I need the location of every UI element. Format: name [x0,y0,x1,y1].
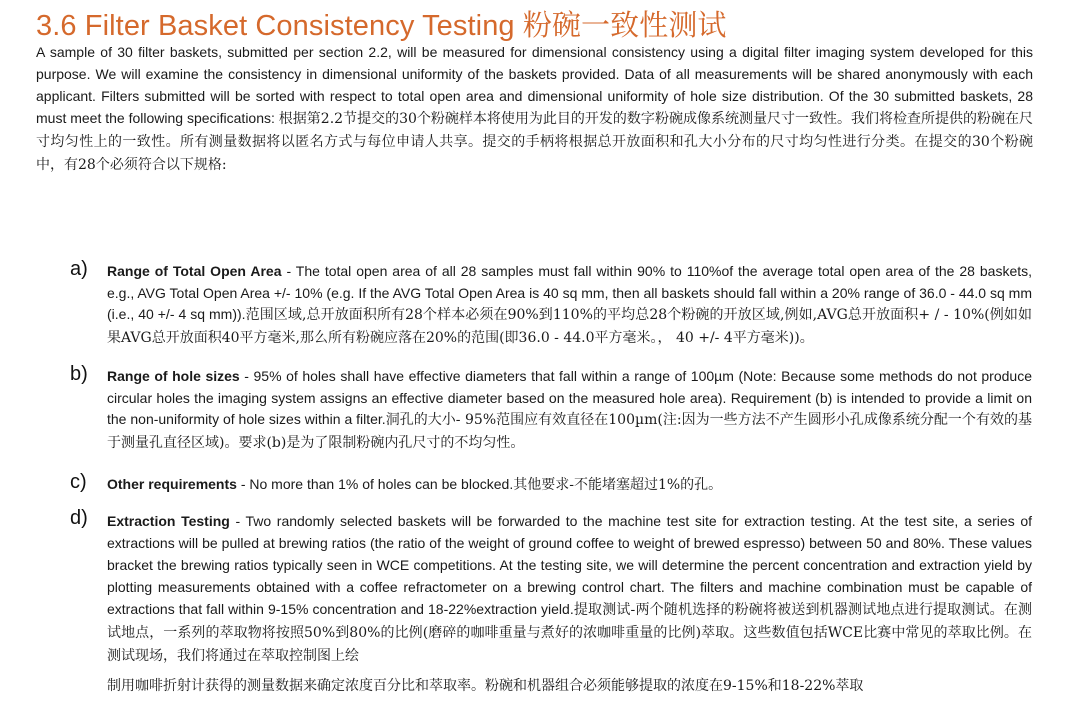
requirement-heading: Other requirements [107,476,237,492]
requirement-english: - Two randomly selected baskets will be forwarded to the machine test site for extraction testing. At the test site, a series of extractions will be pulled at brewing ratios (the ratio of the weight of ground coffee to weight of brewed espresso) between 50 and 80%. These values bracket the brewing ratios typically seen in WCE competitions. At the testing site, we will determine the percent concentration and extraction yield by plotting measurements obtained with a coffee refractometer on a brewing control chart. The filters and machine combination must be capable of extractions that fall within 9-15% concentration and 18-22%extraction yield. [107,513,1032,617]
requirement-marker: d) [70,507,88,529]
requirement-marker: c) [70,471,87,493]
requirement-text [107,510,1032,697]
requirement-marker: b) [70,363,88,385]
requirement-chinese: 范围区域,总开放面积所有28个样本必须在90%到110%的平均总28个粉碗的开放区域,例如,AVG总开放面积+ / - 10%(例如如果AVG总开放面积40平方毫米,那么所有粉碗应落在20%的范围(即36.0 - 44.0平方毫米。， 40 +/- 4平方毫米))。 [107,307,1032,346]
requirement-heading: Extraction Testing [107,513,230,529]
requirement-english: - The total open area of all 28 samples must fall within 90% to 110%of the average total open area of the 28 baskets, e.g., AVG Total Open Area +/- 10% (e.g. If the AVG Total Open Area is 40 sq mm, then all baskets should fall within a 20% range of 36.0 - 44.0 sq mm (i.e., 40 +/- 4 sq mm)). [107,263,1033,322]
requirement-chinese: 其他要求-不能堵塞超过1%的孔。 [513,477,723,493]
requirement-text [107,366,1032,454]
requirement-heading: Range of Total Open Area [107,263,282,279]
requirement-text [107,261,1032,349]
requirement-marker: a) [70,258,88,280]
requirement-heading: Range of hole sizes [107,368,240,384]
intro-paragraph [36,41,1033,176]
requirement-chinese: 提取测试-两个随机选择的粉碗将被送到机器测试地点进行提取测试。在测试地点，一系列的萃取物将按照50%到80%的比例(磨碎的咖啡重量与煮好的浓咖啡重量的比例)萃取。这些数值包括WCE比赛中常见的萃取比例。在测试现场，我们将通过在萃取控制图上绘 [107,602,1032,664]
intro-english: A sample of 30 filter baskets, submitted per section 2.2, will be measured for dimensional consistency using a digital filter imaging system developed for this purpose. We will examine the consistency in dimensional uniformity of the baskets provided. Data of all measurements will be shared anonymously with each applicant. Filters submitted will be sorted with respect to total open area and dimensional uniformity of hole size distribution. Of the 30 submitted baskets, 28 must meet the following specifications: [36,44,1033,126]
requirement-text [107,474,1032,497]
requirement-english: - 95% of holes shall have effective diameters that fall within a range of 100µm (Note: Because some methods do not produce circular holes the imaging system assigns an effective diameter based on the measured hole area). Requirement (b) is intended to provide a limit on the non-uniformity of hole sizes within a filter. [107,368,1032,427]
intro-chinese: 根据第2.2节提交的30个粉碗样本将使用为此目的开发的数字粉碗成像系统测量尺寸一致性。我们将检查所提供的粉碗在尺寸均匀性上的一致性。所有测量数据将以匿名方式与每位申请人共享。提交的手柄将根据总开放面积和孔大小分布的尺寸均匀性进行分类。在提交的30个粉碗中，有28个必须符合以下规格: [36,111,1034,173]
requirement-chinese: 洞孔的大小- 95%范围应有效直径在100µm(注:因为一些方法不产生圆形小孔成像系统分配一个有效的基于测量孔直径区域)。要求(b)是为了限制粉碗内孔尺寸的不均匀性。 [107,412,1032,451]
section-title-chinese: 粉碗一致性测试 [522,8,727,42]
requirement-chinese-continued: 制用咖啡折射计获得的测量数据来确定浓度百分比和萃取率。粉碗和机器组合必须能够提取的浓度在9-15%和18-22%萃取 [107,678,864,694]
requirement-english: - No more than 1% of holes can be blocked. [236,476,514,492]
section-title-english: 3.6 Filter Basket Consistency Testing [36,10,523,42]
section-title [36,3,727,44]
